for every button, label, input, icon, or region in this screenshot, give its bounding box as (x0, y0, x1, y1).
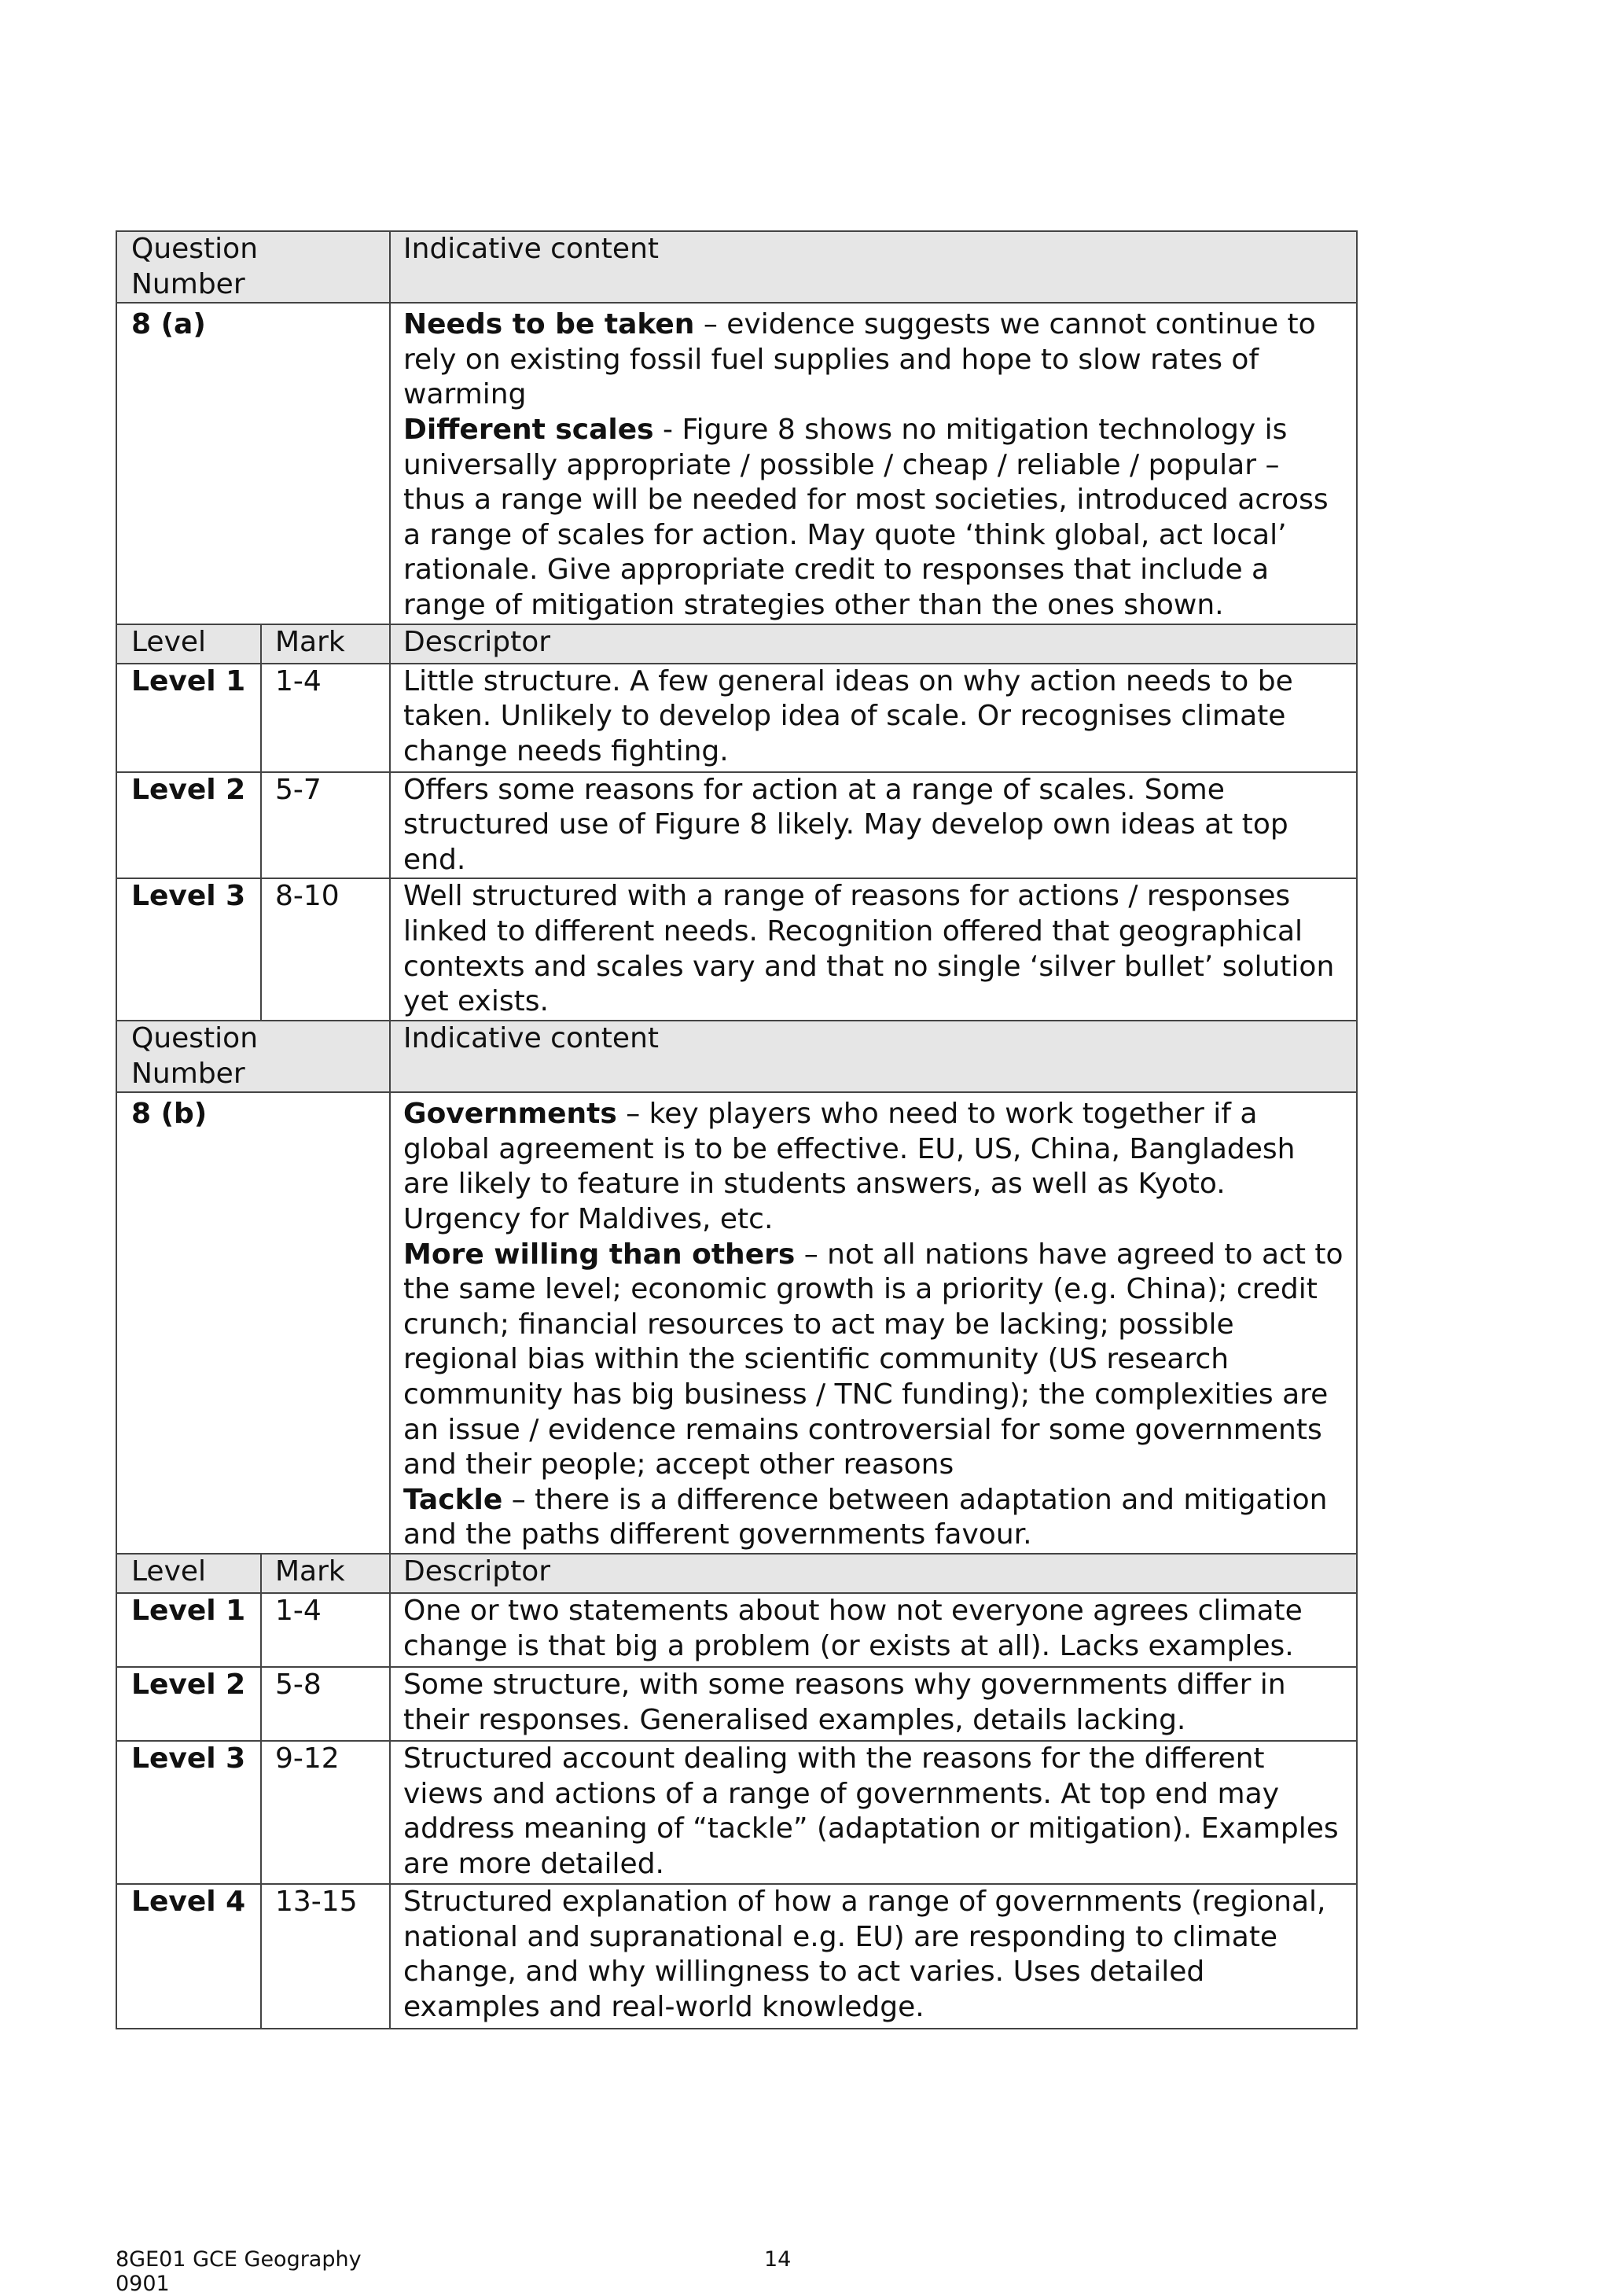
level-row (116, 1667, 1357, 1741)
level-header-row (116, 1554, 1357, 1593)
mark-range: 9-12 (261, 1741, 390, 1884)
mark-scheme-table-8b (116, 1020, 1358, 2029)
mark-scheme-table-8a (116, 230, 1358, 1023)
level-descriptor: Well structured with a range of reasons for actions / responses linked to different needs. Recognition offered that geographical contexts and scales vary and that no single ‘silver bullet’ solution yet exists. (390, 878, 1357, 1022)
level-label: Level 3 (116, 1741, 261, 1884)
question-number-header: Question Number (116, 231, 390, 303)
content-paragraph: More willing than others – not all nations have agreed to act to the same level; economic growth is a priority (e.g. China); credit crunch; financial resources to act may be lacking; possible regional bias within the scientific community (US research community has big business / TNC funding); the complexities are an issue / evidence remains controversial for some governments and their people; accept other reasons (403, 1238, 1344, 1481)
level-descriptor: Some structure, with some reasons why governments differ in their responses. Generalised examples, details lacking. (390, 1667, 1357, 1741)
level-header-row (116, 624, 1357, 664)
mark-header: Mark (261, 1554, 390, 1593)
mark-range: 1-4 (261, 1593, 390, 1667)
question-content-row (116, 1092, 1357, 1554)
content-paragraph: Governments – key players who need to work together if a global agreement is to be effective. EU, US, China, Bangladesh are likely to feature in students answers, as well as Kyoto. Urgency for Maldives, etc. (403, 1098, 1296, 1235)
level-label: Level 1 (116, 664, 261, 772)
content-paragraph: Different scales - Figure 8 shows no mitigation technology is universally appropriate / possible / cheap / reliable / popular – thus a range will be needed for most societies, introduced across a range of scales for action. May quote ‘think global, act local’ rationale. Give appropriate credit to responses that include a range of mitigation strategies other than the ones shown. (403, 413, 1329, 621)
level-label: Level 2 (116, 772, 261, 879)
level-label: Level 4 (116, 1884, 261, 2029)
level-row (116, 1741, 1357, 1884)
level-row (116, 772, 1357, 879)
mark-range: 5-8 (261, 1667, 390, 1741)
question-number-header: Question Number (116, 1021, 390, 1092)
indicative-content (390, 303, 1357, 624)
level-label: Level 3 (116, 878, 261, 1022)
indicative-content-header: Indicative content (390, 1021, 1357, 1092)
level-header: Level (116, 624, 261, 664)
level-row (116, 1884, 1357, 2029)
level-label: Level 1 (116, 1593, 261, 1667)
content-paragraph: Needs to be taken – evidence suggests we cannot continue to rely on existing fossil fuel supplies and hope to slow rates of warming (403, 308, 1316, 411)
indicative-content-header: Indicative content (390, 231, 1357, 303)
level-label: Level 2 (116, 1667, 261, 1741)
mark-range: 5-7 (261, 772, 390, 879)
mark-range: 1-4 (261, 664, 390, 772)
indicative-content (390, 1092, 1357, 1554)
level-row (116, 1593, 1357, 1667)
table-header-row (116, 1021, 1357, 1092)
mark-header: Mark (261, 624, 390, 664)
footer-course-code: 8GE01 GCE Geography (116, 2247, 362, 2272)
mark-range: 8-10 (261, 878, 390, 1022)
footer-series-code: 0901 (116, 2272, 170, 2296)
descriptor-header: Descriptor (390, 1554, 1357, 1593)
level-descriptor: Offers some reasons for action at a range of scales. Some structured use of Figure 8 likely. May develop own ideas at top end. (390, 772, 1357, 879)
descriptor-header: Descriptor (390, 624, 1357, 664)
level-row (116, 664, 1357, 772)
question-number: 8 (a) (116, 303, 390, 624)
level-descriptor: Structured explanation of how a range of governments (regional, national and supranational e.g. EU) are responding to climate change, and why willingness to act varies. Uses detailed examples and real-world knowledge. (390, 1884, 1357, 2029)
content-paragraph: Tackle – there is a difference between adaptation and mitigation and the paths different governments favour. (403, 1483, 1328, 1551)
level-row (116, 878, 1357, 1022)
table-header-row (116, 231, 1357, 303)
level-descriptor: One or two statements about how not everyone agrees climate change is that big a problem (or exists at all). Lacks examples. (390, 1593, 1357, 1667)
mark-range: 13-15 (261, 1884, 390, 2029)
level-descriptor: Structured account dealing with the reasons for the different views and actions of a range of governments. At top end may address meaning of “tackle” (adaptation or mitigation). Examples are more detailed. (390, 1741, 1357, 1884)
level-descriptor: Little structure. A few general ideas on why action needs to be taken. Unlikely to develop idea of scale. Or recognises climate change needs fighting. (390, 664, 1357, 772)
question-content-row (116, 303, 1357, 624)
page-number: 14 (764, 2247, 792, 2272)
question-number: 8 (b) (116, 1092, 390, 1554)
level-header: Level (116, 1554, 261, 1593)
